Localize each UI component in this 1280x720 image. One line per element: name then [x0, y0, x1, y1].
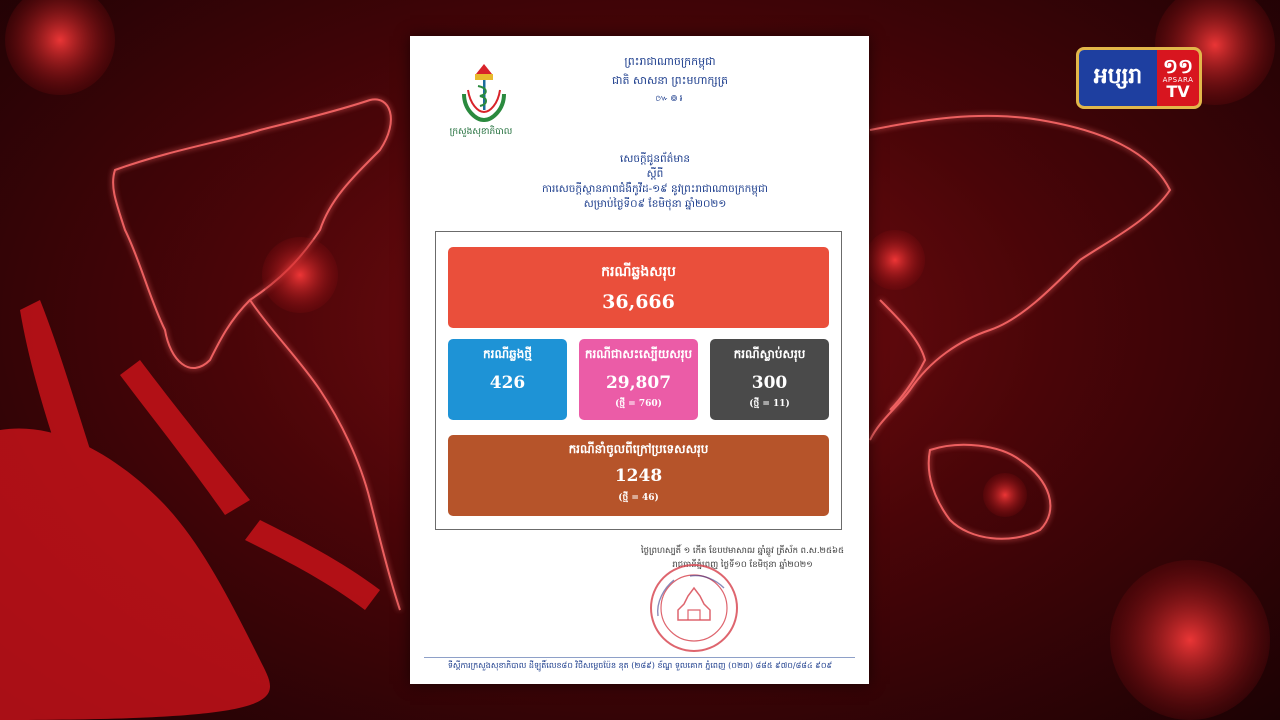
deaths-label: ករណីស្លាប់សរុប [733, 347, 806, 361]
deaths-card [710, 339, 829, 420]
press-release-title [490, 152, 820, 212]
kingdom-separator: ៚៙៛ [655, 94, 685, 104]
ministry-seal-stamp-icon [644, 558, 744, 654]
recovered-label: ករណីជាសះស្បើយសរុប [584, 347, 693, 361]
channel-logo-tv: TV [1166, 82, 1190, 101]
press-title-line-2: ស្តីពី [646, 168, 664, 180]
recovered-new: (ថ្មី = 760) [615, 399, 662, 409]
channel-logo-name: អប្សរា [1079, 50, 1157, 106]
press-title-line-1: សេចក្តីជូនព័ត៌មាន [620, 153, 690, 165]
press-release-document [410, 36, 869, 684]
imported-label: ករណីនាំចូលពីក្រៅប្រទេសសរុប [568, 442, 709, 456]
kingdom-line-1: ព្រះរាជាណាចក្រកម្ពុជា [624, 55, 716, 68]
imported-value: 1248 [614, 466, 663, 486]
channel-logo-number: ១១ [1162, 54, 1194, 78]
new-cases-label: ករណីឆ្លងថ្មី [483, 347, 532, 361]
ministry-name: ក្រសួងសុខាភិបាល [449, 127, 513, 137]
date-line-1: ថ្ងៃព្រហស្បតិ៍ ១ កើត ខែបឋមាសាឍ ឆ្នាំឆ្លូវ ត្រីស័ក ព.ស.២៥៦៥ [640, 546, 845, 556]
deaths-new: (ថ្មី = 11) [749, 399, 790, 409]
date-line-2: រាជធានីភ្នំពេញ ថ្ងៃទី១០ ខែមិថុនា ឆ្នាំ២០២១ [672, 560, 813, 570]
recovered-value: 29,807 [605, 373, 672, 393]
imported-new: (ថ្មី = 46) [618, 493, 659, 503]
total-cases-value: 36,666 [602, 291, 675, 313]
footer-divider [424, 657, 855, 658]
press-title-line-4: សម្រាប់ថ្ងៃទី០៩ ខែមិថុនា ឆ្នាំ២០២១ [583, 198, 727, 210]
imported-cases-card [448, 435, 829, 516]
document-footer: ទីស្តីការក្រសួងសុខាភិបាល ដីឡូតិ៍លេខ៨០ វិថីសម្តេចប៉ែន នុត (២៨៩) ខ័ណ្ឌ ទួលគោក ភ្នំពេញ (០២៣) ៨៨៥ ៩៧០/៨៨៤ ៩០៩ [447, 661, 833, 670]
recovered-card [579, 339, 698, 420]
channel-logo [1076, 47, 1202, 109]
press-title-line-3: ការសេចក្តីស្ថានភាពជំងឺកូវីដ-១៩ នូវព្រះរាជាណាចក្រកម្ពុជា [542, 183, 768, 195]
channel-logo-sub: APSARA [1162, 76, 1194, 84]
total-cases-label: ករណីឆ្លងសរុប [601, 264, 676, 280]
total-cases-card [448, 247, 829, 328]
covid-stats-panel [435, 231, 842, 530]
channel-logo-badge [1157, 50, 1199, 106]
kingdom-line-2: ជាតិ សាសនា ព្រះមហាក្សត្រ [612, 74, 728, 87]
new-cases-card [448, 339, 567, 420]
kingdom-header [560, 52, 780, 109]
new-cases-value: 426 [489, 373, 526, 393]
deaths-value: 300 [751, 373, 788, 393]
ministry-emblem-icon [454, 60, 514, 124]
